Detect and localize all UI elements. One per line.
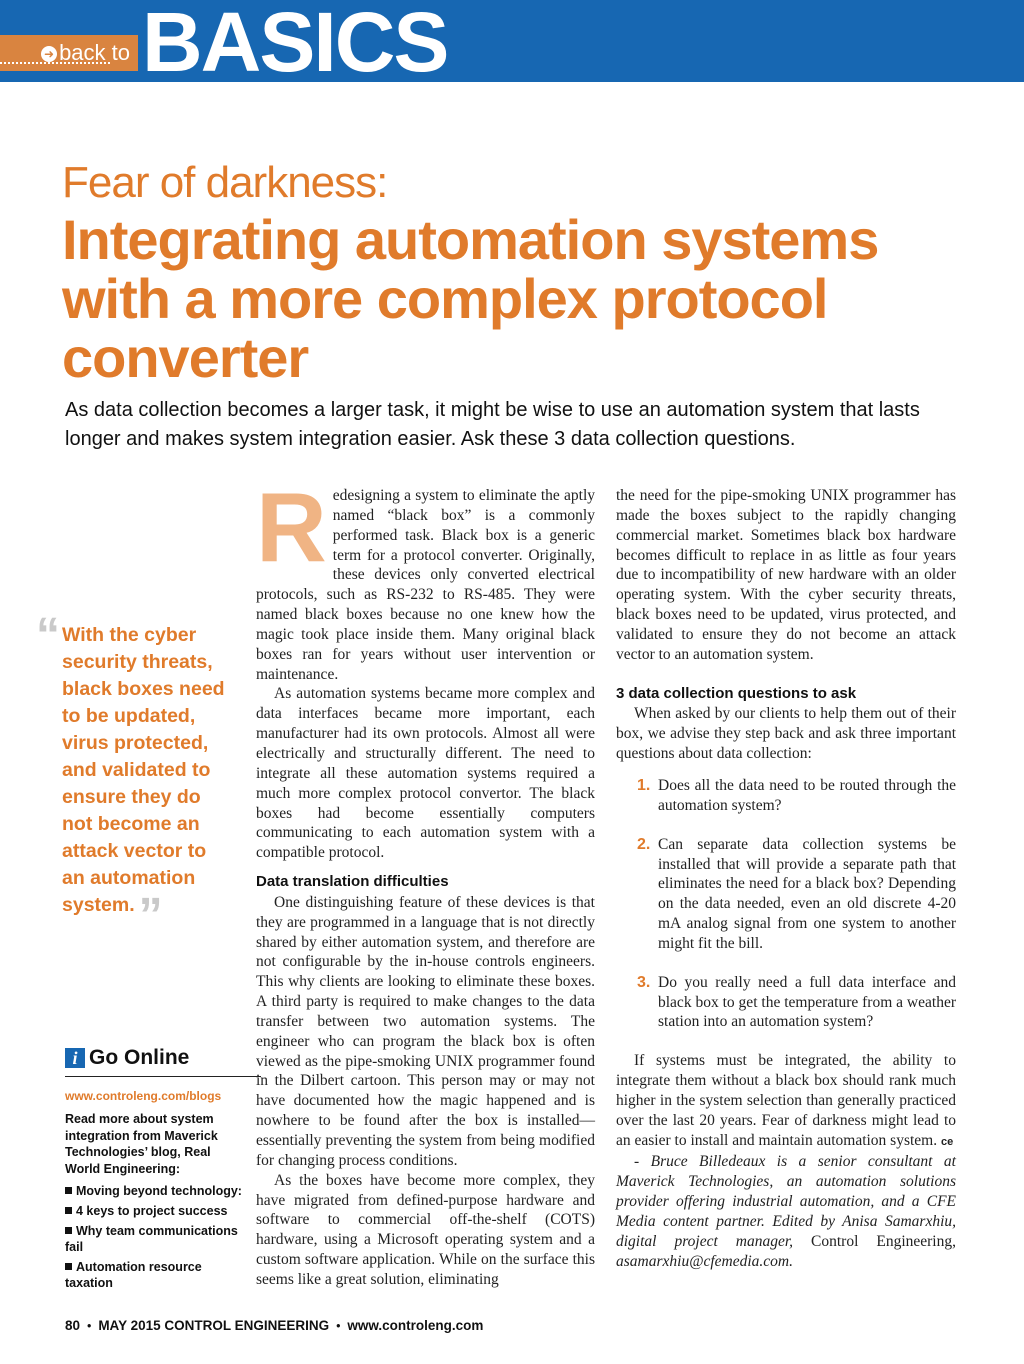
- arrow-right-icon: ➜: [41, 46, 57, 62]
- question-list: [616, 776, 956, 1032]
- subhead: Data translation difficulties: [256, 873, 449, 891]
- section-title: BASICS: [142, 0, 448, 89]
- bullet-icon: [65, 1207, 72, 1214]
- pull-quote: [62, 622, 232, 942]
- divider: [65, 1076, 261, 1077]
- related-link[interactable]: Automation resource taxation: [65, 1260, 202, 1290]
- close-quote-icon: ”: [138, 889, 163, 942]
- article-headline: Integrating automation systems with a more complex protocol converter: [62, 208, 879, 389]
- site-url[interactable]: www.controleng.com: [347, 1318, 484, 1333]
- body-paragraph: When asked by our clients to help them out of their box, we advise they step back and ask three important questions about data collection:: [616, 705, 956, 763]
- related-link[interactable]: Moving beyond technology:: [65, 1183, 245, 1199]
- question-item: 2. Can separate data collection systems be installed that will provide a separate path that eliminates the need for a black box? Depending on the data needed, even an old discrete 4-20 mA analog signal from one system to another might fit the bill.: [637, 835, 956, 952]
- body-paragraph: Redesigning a system to eliminate the aptly named “black box” is a commonly performed task. Black box is a generic term for a protocol converter. Originally, these devices only converted electrical protocols, such as RS-232 to RS-485. They were named black boxes because no one knew how the magic took place inside them. Many original black boxes ran for years without user intervention or maintenance.: [256, 472, 595, 683]
- subhead: 3 data collection questions to ask: [616, 684, 857, 702]
- body-paragraph: If systems must be integrated, the ability to integrate them without a black box should rank much higher in the system selection than generally practiced over the last 20 years. Fear of darkness might lead to an easier to install and maintain automation system. ce: [616, 1052, 956, 1149]
- back-label: back to: [59, 40, 130, 65]
- page-number: 80: [65, 1318, 81, 1333]
- bullet-icon: [65, 1263, 72, 1270]
- body-paragraph: One distinguishing feature of these devices is that they are programmed in a language that is not directly shared by either automation system, and therefore are not configurable by the in-house controls engineers. This why clients are looking to eliminate these boxes. A third party is required to make changes to the data transfer between two automation systems. The engineer who can program the black box is often viewed as the pipe-smoking UNIX programmer found in the Dilbert cartoon. This person may or may not have documented how the magic happened and is nowhere to be found after the box is installed—essentially preventing the system from being modified for changing process conditions.: [256, 893, 595, 1169]
- related-link[interactable]: Why team communications fail: [65, 1224, 238, 1254]
- go-online-title: Go Online: [89, 1046, 190, 1069]
- go-online-lead: Read more about system integration from Maverick Technologies’ blog, Real World Engineering:: [65, 1112, 218, 1176]
- pull-quote-text: With the cyber security threats, black boxes need to be updated, virus protected, and validated to ensure they do not become an attack vector to an automation system.: [62, 624, 225, 916]
- page-footer: 80 • MAY 2015 CONTROL ENGINEERING • www.controleng.com: [65, 1318, 484, 1333]
- related-links-list: [65, 1183, 245, 1291]
- section-banner: [0, 0, 1024, 89]
- body-paragraph: As automation systems became more complex and data interfaces became more important, each manufacturer had its own protocols. Almost all were electrically and structurally different. The need to integrate all these automation systems required a much more complex protocol convertor. The black boxes had become essentially computers communicating to each automation system with a compatible protocol.: [256, 685, 595, 862]
- body-column-middle: [256, 472, 595, 1290]
- end-mark: ce: [941, 1135, 954, 1148]
- body-paragraph: As the boxes have become more complex, they have migrated from defined-purpose hardware and software to commercial off-the-shelf (COTS) hardware, using a Microsoft operating system and a custom software application. While on the surface this seems like a great solution, eliminating: [256, 1171, 595, 1288]
- editor-email[interactable]: asamarxhiu@cfemedia.com.: [616, 1252, 793, 1270]
- author-bio: - Bruce Billedeaux is a senior consultant at Maverick Technologies, an automation solutions provider offering industrial automation, and a CFE Media content partner. Edited by Anisa Samarxhiu, digital project manager, Control Engineering, asamarxhiu@cfemedia.com.: [616, 1153, 956, 1270]
- bullet-icon: [65, 1187, 72, 1194]
- article-deck: As data collection becomes a larger task, it might be wise to use an automation system that lasts longer and makes system integration easier. Ask these 3 data collection questions.: [65, 399, 920, 450]
- related-link[interactable]: 4 keys to project success: [65, 1203, 245, 1219]
- question-item: 3. Do you really need a full data interface and black box to get the temperature from a weather station into an automation system?: [637, 973, 956, 1031]
- issue-line: MAY 2015 CONTROL ENGINEERING: [98, 1318, 330, 1333]
- open-quote-icon: “: [36, 609, 60, 662]
- drop-cap: R: [256, 472, 327, 582]
- go-online-box: [65, 1046, 245, 1295]
- body-column-right: [616, 486, 956, 1272]
- info-icon: i: [65, 1048, 85, 1068]
- question-item: 1. Does all the data need to be routed through the automation system?: [637, 776, 956, 814]
- bullet-icon: [65, 1227, 72, 1234]
- back-to-button[interactable]: [0, 35, 138, 71]
- article-kicker: Fear of darkness:: [62, 158, 388, 207]
- blog-link[interactable]: www.controleng.com/blogs: [65, 1089, 222, 1103]
- body-paragraph: the need for the pipe-smoking UNIX programmer has made the boxes subject to the rapidly changing commercial market. Sometimes black box hardware becomes difficult to replace in as little as four years due to incompatibility of new hardware with an older operating system. With the cyber security threats, black boxes need to be updated, virus protected, and validated to ensure they do not become an attack vector to an automation system.: [616, 487, 956, 663]
- dotted-underline: [0, 62, 110, 64]
